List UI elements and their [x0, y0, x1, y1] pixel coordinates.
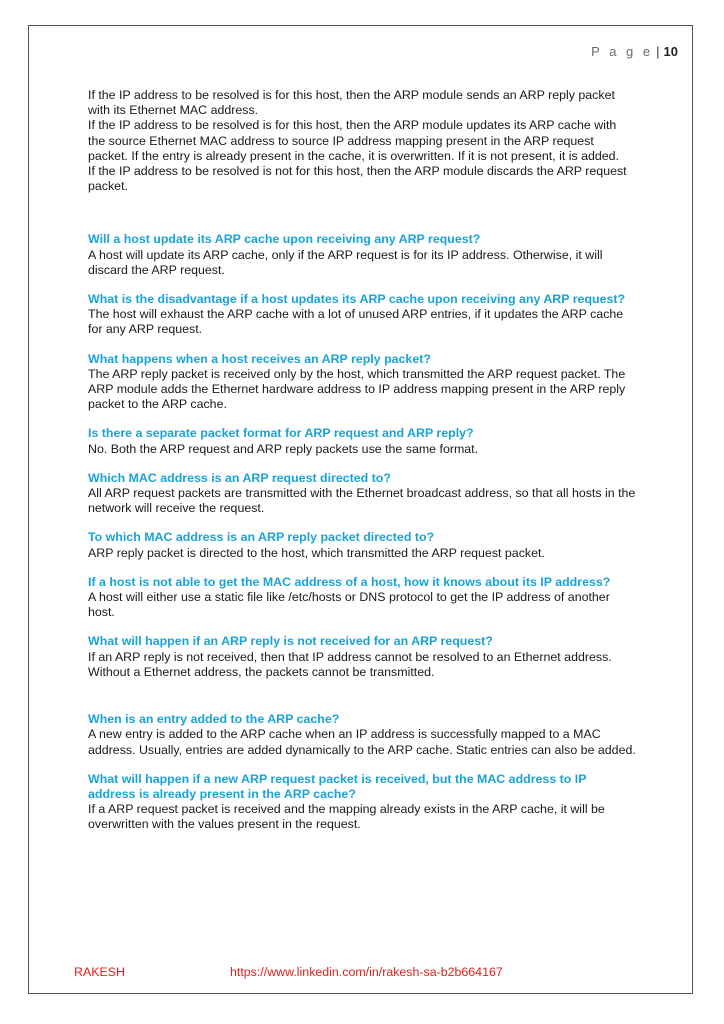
answer-text: ARP reply packet is directed to the host, which transmitted the ARP request packet. — [88, 545, 545, 560]
qa-block — [88, 772, 636, 833]
page-number: 10 — [663, 44, 678, 59]
question-heading: If a host is not able to get the MAC address of a host, how it knows about its IP address? — [88, 574, 611, 589]
answer-text: A host will update its ARP cache, only if the ARP request is for its IP address. Otherwise, it will discard the ARP request. — [88, 247, 603, 277]
question-heading: When is an entry added to the ARP cache? — [88, 712, 340, 727]
footer-link[interactable]: https://www.linkedin.com/in/rakesh-sa-b2b664167 — [230, 965, 503, 979]
question-heading: What will happen if an ARP reply is not received for an ARP request? — [88, 634, 493, 649]
answer-text: The host will exhaust the ARP cache with a lot of unused ARP entries, if it updates the ARP cache for any ARP request. — [88, 307, 624, 337]
qa-block — [88, 471, 636, 517]
answer-text: If a ARP request packet is received and the mapping already exists in the ARP cache, it will be overwritten with the values present in the request. — [88, 802, 605, 832]
document-body — [88, 88, 636, 847]
page-label: P a g e — [591, 44, 654, 59]
qa-block — [88, 530, 636, 560]
qa-block — [88, 292, 636, 338]
qa-block — [88, 712, 636, 758]
answer-text: A host will either use a static file like /etc/hosts or DNS protocol to get the IP address of another host. — [88, 590, 610, 620]
answer-text: All ARP request packets are transmitted with the Ethernet broadcast address, so that all hosts in the network will receive the request. — [88, 486, 636, 516]
question-heading: What is the disadvantage if a host updates its ARP cache upon receiving any ARP request? — [88, 292, 626, 307]
question-heading: Is there a separate packet format for ARP request and ARP reply? — [88, 426, 474, 441]
intro-paragraph: If the IP address to be resolved is for this host, then the ARP module updates its ARP cache with the source Ethernet MAC address to source IP address mapping present in the ARP request packet. If the entry is already present in the cache, it is overwritten. If it is not present, it is added. — [88, 118, 619, 163]
answer-text: If an ARP reply is not received, then that IP address cannot be resolved to an Ethernet address. Without a Ethernet address, the packets cannot be transmitted. — [88, 649, 612, 679]
answer-text: The ARP reply packet is received only by the host, which transmitted the ARP request packet. The ARP module adds the Ethernet hardware address to IP address mapping present in the ARP reply packet to the ARP cache. — [88, 366, 626, 412]
question-heading: What will happen if a new ARP request packet is received, but the MAC address to IP address is already present in the ARP cache? — [88, 771, 587, 801]
question-heading: Which MAC address is an ARP request directed to? — [88, 470, 391, 485]
answer-text: No. Both the ARP request and ARP reply packets use the same format. — [88, 441, 479, 456]
qa-block — [88, 352, 636, 413]
question-heading: Will a host update its ARP cache upon receiving any ARP request? — [88, 232, 481, 247]
answer-text: A new entry is added to the ARP cache when an IP address is successfully mapped to a MAC address. Usually, entries are added dynamically to the ARP cache. Static entries can also be added. — [88, 727, 636, 757]
intro-paragraph: If the IP address to be resolved is for this host, then the ARP module sends an ARP reply packet with its Ethernet MAC address. — [88, 88, 615, 118]
footer-author: RAKESH — [74, 965, 125, 979]
page-header — [591, 44, 678, 59]
question-heading: What happens when a host receives an ARP reply packet? — [88, 351, 431, 366]
qa-block — [88, 232, 636, 278]
question-heading: To which MAC address is an ARP reply packet directed to? — [88, 530, 435, 545]
intro-paragraph: If the IP address to be resolved is not for this host, then the ARP module discards the ARP request packet. — [88, 164, 627, 194]
qa-block — [88, 575, 636, 621]
page-separator: | — [656, 44, 660, 59]
qa-block — [88, 634, 636, 680]
qa-block — [88, 426, 636, 456]
